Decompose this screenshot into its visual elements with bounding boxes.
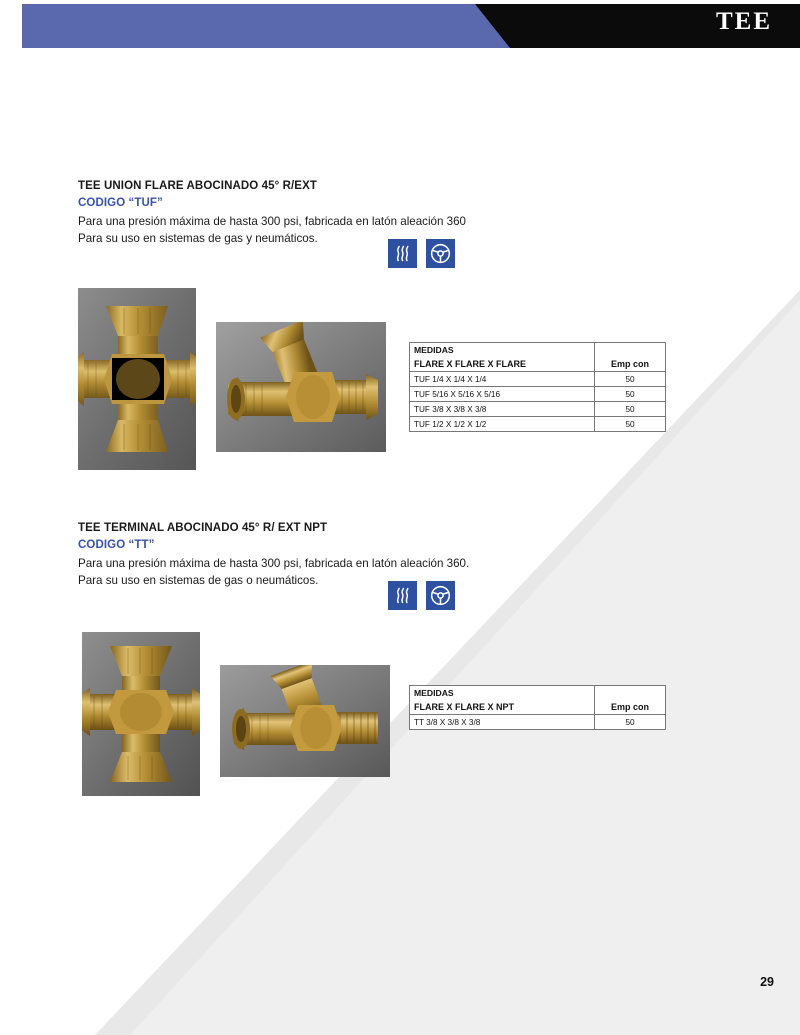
table-medidas-tuf: [409, 342, 666, 432]
table-header-medidas: MEDIDAS: [410, 343, 595, 358]
table-header-emp: Emp con: [595, 357, 666, 372]
cell-desc: TT 3/8 X 3/8 X 3/8: [410, 715, 595, 730]
cell-desc: TUF 5/16 X 5/16 X 5/16: [410, 387, 595, 402]
section-tee-union-flare: [78, 180, 638, 246]
section-1-badges: [388, 239, 455, 268]
tee-union-flare-photo-front: [78, 288, 196, 470]
cell-emp: 50: [595, 387, 666, 402]
steering-wheel-icon: [426, 239, 455, 268]
section-description-line-2: Para su uso en sistemas de gas o neumáticos.: [78, 573, 319, 587]
section-code: CODIGO “TUF”: [78, 197, 163, 209]
section-description-line-2: Para su uso en sistemas de gas y neumáticos.: [78, 231, 318, 245]
section-code: CODIGO “TT”: [78, 539, 155, 551]
table-medidas-tuf-wrapper: [409, 342, 666, 432]
table-row: [410, 357, 666, 372]
heat-waves-icon: [388, 581, 417, 610]
tee-union-flare-photo-angled: [216, 322, 386, 452]
table-row: [410, 387, 666, 402]
heat-waves-icon: [388, 239, 417, 268]
page-header: [0, 0, 800, 48]
table-row: [410, 402, 666, 417]
table-medidas-tt-wrapper: [409, 685, 666, 730]
cell-desc: TUF 1/4 X 1/4 X 1/4: [410, 372, 595, 387]
section-description-line-1: Para una presión máxima de hasta 300 psi, fabricada en latón aleación 360: [78, 215, 466, 228]
tee-terminal-photo-angled: [220, 665, 390, 777]
table-header-emp: Emp con: [595, 700, 666, 715]
cell-emp: 50: [595, 417, 666, 432]
section-title: TEE TERMINAL ABOCINADO 45° R/ EXT NPT: [78, 522, 328, 534]
table-row: [410, 700, 666, 715]
page-number: 29: [760, 975, 774, 989]
steering-wheel-icon: [426, 581, 455, 610]
table-medidas-tt: [409, 685, 666, 730]
section-description-line-1: Para una presión máxima de hasta 300 psi, fabricada en latón aleación 360.: [78, 557, 470, 570]
page-title: TEE: [715, 8, 772, 35]
table-row: [410, 372, 666, 387]
table-header-desc: FLARE X FLARE X NPT: [410, 700, 595, 715]
table-header-medidas: MEDIDAS: [410, 686, 595, 701]
section-title: TEE UNION FLARE ABOCINADO 45° R/EXT: [78, 180, 317, 192]
section-2-badges: [388, 581, 455, 610]
cell-emp: 50: [595, 402, 666, 417]
header-blue-bar: [22, 4, 532, 48]
cell-desc: TUF 1/2 X 1/2 X 1/2: [410, 417, 595, 432]
table-header-desc: FLARE X FLARE X FLARE: [410, 357, 595, 372]
table-row: [410, 417, 666, 432]
cell-emp: 50: [595, 715, 666, 730]
cell-emp: 50: [595, 372, 666, 387]
cell-desc: TUF 3/8 X 3/8 X 3/8: [410, 402, 595, 417]
section-tee-terminal: [78, 522, 638, 588]
table-header-spacer: [595, 686, 666, 701]
table-row: [410, 715, 666, 730]
table-header-spacer: [595, 343, 666, 358]
table-row: [410, 686, 666, 701]
tee-terminal-photo-front: [82, 632, 200, 796]
table-row: [410, 343, 666, 358]
